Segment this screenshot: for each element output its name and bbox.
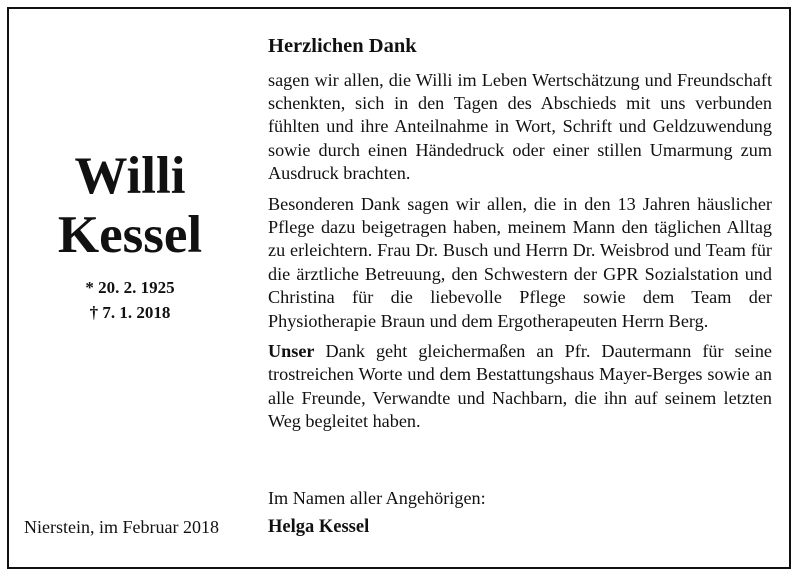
thanks-paragraph-1: sagen wir allen, die Willi im Leben Wertschätzung und Freundschaft schenkten, sich in den Tagen des Abschieds mit uns verbunden fühlten und ihre Anteilnahme in Wort, Schrift und Geldzuwendung sowie durch einen Händedruck oder einer stillen Umarmung zum Ausdruck brachten. [268, 69, 772, 184]
paragraph-3-body: Dank geht gleichermaßen an Pfr. Dautermann für seine trostreichen Worte und dem Bestattungshaus Mayer-Berges sowie an alle Freunde, Verwandte und Nachbarn, die ihn auf seinem letzten Weg begleitet haben. [268, 340, 772, 432]
thanks-paragraph-2: Besonderen Dank sagen wir allen, die in den 13 Jahren häuslicher Pflege dazu beigetragen haben, meinem Mann den täglichen Alltag zu erleichtern. Frau Dr. Busch und Herrn Dr. Weisbrod und Team für die ärztliche Betreuung, den Schwestern der GPR Sozialstation und Christina für die liebevolle Pflege sowie dem Team der Physiotherapie Braun und dem Ergotherapeuten Herrn Berg. [268, 193, 772, 331]
thanks-text [268, 36, 772, 441]
thanks-heading: Herzlichen Dank [268, 35, 417, 57]
closing-line: Im Namen aller Angehörigen: [268, 488, 486, 508]
death-date: † 7. 1. 2018 [89, 303, 171, 322]
deceased-panel [0, 0, 260, 578]
place-and-date: Nierstein, im Februar 2018 [24, 517, 219, 537]
deceased-first-name: Willi [74, 147, 186, 205]
thanks-paragraph-3 [268, 340, 772, 434]
deceased-last-name: Kessel [57, 206, 203, 264]
birth-date: * 20. 2. 1925 [85, 278, 175, 297]
paragraph-3-lead: Unser [268, 340, 315, 361]
signature: Helga Kessel [268, 517, 370, 537]
